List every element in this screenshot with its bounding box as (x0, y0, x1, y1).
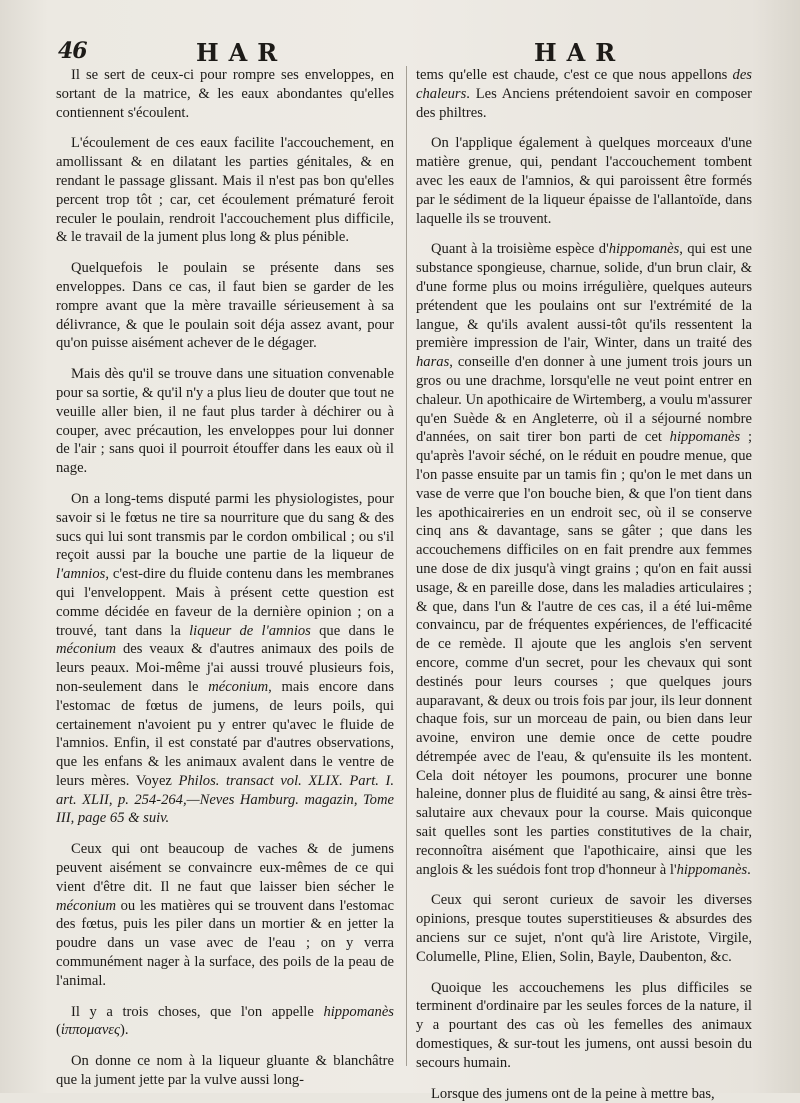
text-run: . Les Anciens prétendoient savoir en composer des philtres. (416, 85, 752, 121)
paragraph: Mais dès qu'il se trouve dans une situation convenable pour sa sortie, & qu'il n'y a plus lieu de douter que tout ne veuille aller bien, il ne faut plus tarder à déchirer ou à couper, avec précaution, les enveloppes pour lui donner de l'air ; sans quoi il pourroit étouffer dans les eaux où il nage. (56, 366, 394, 477)
italic-term: hippomanès (608, 241, 680, 258)
text-run: , c'est-dire du fluide contenu dans les membranes qui l'enveloppent. Mais à présent cette question est comme décidée en faveur de la dernière opinion ; on a trouvé, tant dans la (56, 566, 394, 639)
paragraph: On donne ce nom à la liqueur gluante & blanchâtre que la jument jette par la vulve aussi long- (56, 1053, 394, 1089)
text-run: . (747, 861, 751, 878)
italic-term: méconium (56, 897, 116, 914)
greek-term: ἱππομανες (60, 1022, 120, 1039)
text-run: que dans le (310, 622, 394, 639)
paragraph: On l'applique également à quelques morceaux d'une matière grenue, qui, pendant l'accouchement tombent avec les eaux de l'amnios, & qui paroissent être formés par le sédiment de la liqueur épaisse de l'allantoïde, dans laquelle ils se trouvent. (416, 135, 752, 227)
italic-term: hippomanès (676, 861, 748, 878)
text-run: ; qu'après l'avoir séché, on le réduit en poudre menue, que l'on passe ensuite par un tamis fin ; qu'on le met dans un vase de verre que l'on bouche bien, & que l'on tient dans les apothicaireries en un endroit sec, où il se conserve cinq ans & davantage, sans se gâter ; que dans les accouchemens difficiles on en fait prendre aux femmes une dose de dix jusqu'à vingt grains ; qu'on en fait aussi usage, & en pareille dose, dans les maladies articulaires ; & que, dans l'un & l'autre de ces cas, il a été lui-même convaincu, par de fréquentes expériences, de l'efficacité de ce remède. Il ajoute que les anglois s'en servent encore, comme d'un secret, pour les chevaux qui sont destinés pour leurs courses ; que quelques jours auparavant, & deux ou trois fois par jour, ils leur donnent chaque fois, sur un morceau de pain, ou bien dans leur avoine, environ une demie once de cette poudre détrempée avec de l'eau, & qu'ensuite ils les montent. Cela doit nétoyer les poumons, procurer une bonne haleine, donner plus de fluidité au sang, & ainsi être très-salutaire aux chevaux pour la course. Mais quiconque sait quelles sont les parties constitutives de la chair, reconnoîtra aisément que l'apothicaire, ainsi que les anglois & les suédois font trop d'honneur à l' (416, 429, 752, 878)
text-run: , mais encore dans l'estomac de fœtus de jumens, de leurs poils, qui certainement n'avoient pu y entrer qu'avec le fluide de l'amnios. Enfin, il est constaté par d'autres observations, que les enfans & les animaux avalent dans le ventre de leurs mères. Voyez (56, 678, 394, 789)
text-run: Il y a trois choses, que l'on appelle (71, 1003, 324, 1020)
paragraph: Quoique les accouchemens les plus difficiles se terminent d'ordinaire par les seules forces de la nature, il y a pourtant des cas où les femelles des animaux domestiques, & sur-tout les jumens, ont aussi besoin du secours humain. (416, 979, 752, 1071)
text-run: ou les matières qui se trouvent dans l'estomac des fœtus, puis les piler dans un mortier & en jetter la poudre dans un vase avec de l'eau ; on y verra communément nager à la surface, des poils de la peau de l'animal. (56, 897, 394, 989)
paragraph (56, 1003, 394, 1041)
paragraph: Lorsque des jumens ont de la peine à mettre bas, (431, 1085, 715, 1102)
paragraph: Ceux qui seront curieux de savoir les diverses opinions, presque toutes superstitieuses & absurdes des anciens sur ce sujet, n'ont qu'à lire Aristote, Virgile, Columelle, Pline, Elien, Solin, Bayle, Daubenton, &c. (416, 892, 752, 965)
text-run: , qui est une substance spongieuse, charnue, solide, d'un brun clair, & d'une forme plus ou moins irrégulière, quelques auteurs prétendent que les poulains ont sur l'extrémité de la langue, & qu'ils avalent aussi-tôt qu'ils ressentent la première impression de l'air, Winter, dans un traité des (416, 241, 752, 352)
italic-term: liqueur de l'amnios (189, 622, 311, 639)
left-column (56, 66, 394, 1090)
paragraph (56, 490, 394, 828)
paragraph (416, 240, 752, 879)
italic-term: méconium (56, 641, 116, 658)
italic-term: l'amnios (56, 566, 106, 583)
paragraph (416, 66, 752, 122)
text-run: tems qu'elle est chaude, c'est ce que nous appellons (416, 67, 733, 83)
italic-term: hippomanès (323, 1003, 394, 1020)
paragraph: Quelquefois le poulain se présente dans ses enveloppes. Dans ce cas, il faut bien se garder de les rompre avant que la mère travaille sérieusement à sa délivrance, & que le poulain soit déja assez avant, pour qu'on puisse aisément achever de le dégager. (56, 260, 394, 352)
paragraph (56, 840, 394, 990)
italic-term: hippomanès (669, 429, 741, 446)
italic-term: des chaleurs (416, 67, 752, 102)
paragraph: Il se sert de ceux-ci pour rompre ses enveloppes, en sortant de la matrice, & les eaux abondantes qu'elles contiennent s'écoulent. (56, 67, 394, 121)
citation: Philos. transact vol. XLIX. Part. I. art. XLII, p. 254-264,—Neves Hamburg. magazin, Tome III, page 65 & suiv. (56, 772, 395, 827)
italic-term: méconium (208, 678, 269, 695)
running-head-right: HAR (534, 38, 626, 67)
text-run: Ceux qui ont beaucoup de vaches & de jumens peuvent aisément se convaincre eux-mêmes de ce qui vient d'être dit. Il ne faut que laisser bien sécher le (56, 841, 394, 895)
paragraph: L'écoulement de ces eaux facilite l'accouchement, en amollissant & en dilatant les parties génitales, & en rendant le passage glissant. Mais il n'est pas bon qu'elles percent trop tôt ; car, cet écoulement prématuré feroit reculer le poulain, rendroit l'accouchement plus difficile, & le travail de la jument plus long & plus pénible. (56, 135, 394, 246)
right-column (416, 66, 752, 1103)
running-head-left: HAR (196, 38, 288, 67)
text-run: ( (56, 1022, 61, 1039)
text-run: On a long-tems disputé parmi les physiologistes, pour savoir si le fœtus ne tire sa nourriture que du sang & des sucs qui lui sont transmis par le cordon ombilical ; ou s'il reçoit aussi par la bouche une partie de la liqueur de (56, 490, 394, 564)
page-header (0, 36, 800, 66)
column-divider (406, 66, 407, 1066)
text-run: Quant à la troisième espèce d' (431, 241, 609, 258)
italic-term: haras (416, 354, 450, 371)
text-run: des veaux & d'autres animaux des poils de leurs peaux. Moi-même j'ai aussi trouvé plusieurs fois, non-seulement dans le (56, 641, 394, 695)
page-number: 46 (58, 38, 87, 64)
text-run: , conseille d'en donner à une jument trois jours un gros ou une drachme, lorsqu'elle ne veut point entrer en chaleur. Un apothicaire de Wirtemberg, a voulu m'assurer qu'en Suède & en Angleterre, où il a séjourné nombre d'années, on sait tirer bon parti de cet (416, 354, 752, 446)
text-run: ). (119, 1022, 129, 1039)
